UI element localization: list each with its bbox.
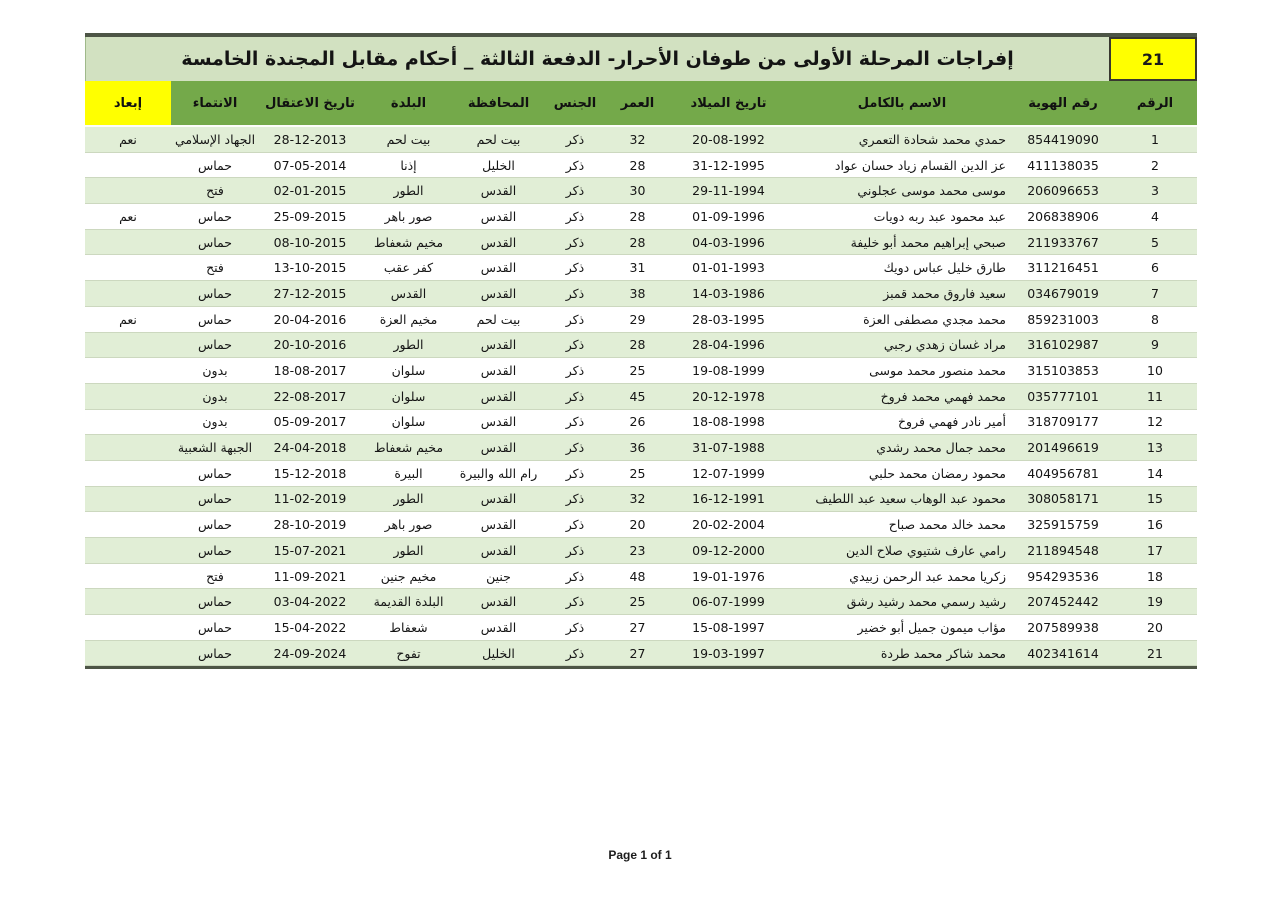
cell-gender: ذكر [565,542,585,558]
cell-governorate: القدس [480,285,517,301]
cell-id-number: 315103853 [1027,363,1099,379]
cell-governorate: القدس [480,388,517,404]
cell-row-number: 5 [1151,234,1159,250]
table-row [85,589,1197,615]
table-row [85,563,1197,589]
table-row [85,306,1197,332]
cell-affiliation: حماس [197,542,233,558]
cell-arrest-date: 25-09-2015 [273,208,347,224]
table-row [85,255,1197,281]
cell-affiliation: حماس [197,285,233,301]
cell-id-number: 854419090 [1027,131,1099,147]
cell-birth-date: 15-08-1997 [692,619,765,635]
cell-governorate: القدس [480,234,517,250]
cell-affiliation: حماس [197,491,233,507]
cell-full-name: رشيد رسمي محمد رشيد رشق [846,594,1006,610]
table-row [85,178,1197,204]
cell-gender: ذكر [565,337,585,353]
table-header-row [85,81,1197,126]
cell-full-name: طارق خليل عباس دويك [883,260,1006,276]
table-row [85,615,1197,641]
cell-gender: ذكر [565,311,585,327]
cell-full-name: عز الدين القسام زياد حسان عواد [834,157,1006,173]
table-row [85,332,1197,358]
cell-birth-date: 19-01-1976 [692,568,765,584]
table-row [85,204,1197,230]
cell-birth-date: 20-08-1992 [692,131,765,147]
cell-deportation [85,589,171,615]
cell-town: كفر عقب [383,260,434,276]
cell-town: البلدة القديمة [373,594,444,610]
cell-row-number: 16 [1147,517,1163,533]
table-bottom-rule [85,666,1197,669]
column-header-age: العمر [609,81,666,126]
column-header-birth-date: تاريخ الميلاد [666,81,791,126]
cell-arrest-date: 20-10-2016 [273,337,347,353]
cell-age: 25 [629,465,646,481]
cell-birth-date: 12-07-1999 [692,465,765,481]
column-header-affiliation: الانتماء [171,81,259,126]
cell-town: مخيم العزة [379,311,438,327]
cell-row-number: 2 [1151,157,1159,173]
cell-deportation: نعم [119,208,137,224]
cell-row-number: 21 [1147,645,1163,661]
cell-town: سلوان [391,388,426,404]
cell-deportation [85,152,171,178]
cell-arrest-date: 18-08-2017 [273,363,347,379]
cell-town: الطور [393,183,424,199]
column-header-gender: الجنس [541,81,609,126]
cell-arrest-date: 13-10-2015 [273,260,347,276]
cell-affiliation: فتح [206,183,224,199]
cell-gender: ذكر [565,131,585,147]
cell-birth-date: 14-03-1986 [692,285,765,301]
cell-governorate: القدس [480,337,517,353]
cell-id-number: 207452442 [1027,594,1099,610]
cell-town: الطور [393,491,424,507]
table-row [85,435,1197,461]
cell-affiliation: حماس [197,311,233,327]
cell-gender: ذكر [565,491,585,507]
cell-arrest-date: 11-09-2021 [273,568,347,584]
cell-row-number: 13 [1147,440,1163,456]
cell-deportation [85,640,171,666]
cell-town: مخيم شعفاط [373,234,444,250]
cell-age: 32 [629,491,646,507]
table-row [85,538,1197,564]
cell-deportation [85,178,171,204]
cell-affiliation: حماس [197,517,233,533]
cell-arrest-date: 11-02-2019 [273,491,347,507]
cell-row-number: 6 [1151,260,1159,276]
cell-town: سلوان [391,363,426,379]
cell-birth-date: 31-07-1988 [692,440,765,456]
cell-deportation [85,229,171,255]
cell-age: 28 [629,234,646,250]
cell-age: 28 [629,157,646,173]
cell-affiliation: حماس [197,208,233,224]
cell-full-name: موسى محمد موسى عجلوني [857,183,1006,199]
cell-town: صور باهر [384,208,433,224]
column-header-governorate: المحافظة [456,81,541,126]
cell-governorate: جنين [486,568,511,584]
cell-age: 27 [629,619,646,635]
cell-governorate: بيت لحم [476,311,521,327]
cell-governorate: القدس [480,208,517,224]
cell-age: 23 [629,542,646,558]
cell-town: القدس [390,285,427,301]
cell-row-number: 12 [1147,414,1163,430]
cell-deportation [85,409,171,435]
cell-governorate: القدس [480,440,517,456]
cell-full-name: محمد شاكر محمد طردة [880,645,1006,661]
cell-arrest-date: 24-09-2024 [273,645,347,661]
cell-age: 28 [629,208,646,224]
count-badge: 21 [1109,37,1197,81]
cell-arrest-date: 05-09-2017 [273,414,347,430]
cell-row-number: 3 [1151,183,1159,199]
cell-age: 20 [629,517,646,533]
cell-row-number: 11 [1147,388,1163,404]
table-row [85,512,1197,538]
cell-arrest-date: 08-10-2015 [273,234,347,250]
cell-birth-date: 29-11-1994 [692,183,765,199]
cell-affiliation: الجبهة الشعبية [177,440,253,456]
cell-arrest-date: 15-04-2022 [273,619,347,635]
cell-gender: ذكر [565,183,585,199]
cell-arrest-date: 03-04-2022 [273,594,347,610]
cell-full-name: صبحي إبراهيم محمد أبو خليفة [850,234,1006,250]
cell-affiliation: بدون [202,414,228,430]
cell-age: 30 [629,183,646,199]
cell-id-number: 206096653 [1027,183,1099,199]
cell-town: مخيم شعفاط [373,440,444,456]
column-header-arrest-date: تاريخ الاعتقال [259,81,361,126]
cell-arrest-date: 28-10-2019 [273,517,347,533]
cell-id-number: 316102987 [1027,337,1099,353]
cell-row-number: 4 [1151,208,1159,224]
cell-affiliation: فتح [206,568,224,584]
cell-deportation [85,460,171,486]
cell-id-number: 954293536 [1027,568,1099,584]
cell-deportation [85,538,171,564]
cell-town: الطور [393,337,424,353]
cell-gender: ذكر [565,208,585,224]
cell-birth-date: 20-12-1978 [692,388,765,404]
cell-town: صور باهر [384,517,433,533]
cell-arrest-date: 02-01-2015 [273,183,347,199]
cell-full-name: محمد خالد محمد صباح [888,517,1006,533]
cell-arrest-date: 15-07-2021 [273,542,347,558]
cell-deportation: نعم [119,131,137,147]
cell-id-number: 325915759 [1027,517,1099,533]
cell-id-number: 211933767 [1027,234,1099,250]
cell-birth-date: 01-09-1996 [692,208,765,224]
cell-deportation [85,281,171,307]
cell-row-number: 19 [1147,594,1163,610]
cell-governorate: القدس [480,517,517,533]
table-row [85,126,1197,152]
cell-age: 29 [629,311,646,327]
cell-arrest-date: 27-12-2015 [273,285,347,301]
cell-row-number: 18 [1147,568,1163,584]
table-row [85,358,1197,384]
cell-birth-date: 04-03-1996 [692,234,765,250]
cell-town: سلوان [391,414,426,430]
cell-birth-date: 20-02-2004 [692,517,765,533]
cell-deportation [85,486,171,512]
release-table [85,81,1197,666]
cell-governorate: الخليل [482,157,515,173]
cell-age: 48 [629,568,646,584]
cell-affiliation: فتح [206,260,224,276]
cell-full-name: أمير نادر فهمي فروخ [897,414,1006,430]
cell-age: 25 [629,363,646,379]
table-row [85,281,1197,307]
cell-deportation [85,255,171,281]
cell-row-number: 14 [1147,465,1163,481]
cell-birth-date: 06-07-1999 [692,594,765,610]
cell-id-number: 402341614 [1027,645,1099,661]
cell-gender: ذكر [565,619,585,635]
cell-governorate: القدس [480,542,517,558]
cell-governorate: القدس [480,363,517,379]
cell-id-number: 034679019 [1027,285,1099,301]
cell-id-number: 404956781 [1027,465,1099,481]
title-bar [85,33,1197,81]
cell-id-number: 311216451 [1027,260,1099,276]
cell-arrest-date: 24-04-2018 [273,440,347,456]
cell-full-name: مؤاب ميمون جميل أبو خضير [857,619,1006,635]
cell-governorate: القدس [480,260,517,276]
cell-governorate: رام الله والبيرة [459,465,538,481]
cell-affiliation: بدون [202,388,228,404]
cell-governorate: بيت لحم [476,131,521,147]
page-title: إفراجات المرحلة الأولى من طوفان الأحرار- الدفعة الثالثة _ أحكام مقابل المجندة الخامسة [85,37,1109,81]
cell-town: الطور [393,542,424,558]
cell-arrest-date: 07-05-2014 [273,157,347,173]
cell-full-name: سعيد فاروق محمد قمبز [883,285,1006,301]
cell-full-name: محمد مجدي مصطفى العزة [863,311,1006,327]
cell-governorate: القدس [480,594,517,610]
table-row [85,383,1197,409]
cell-town: بيت لحم [386,131,431,147]
cell-arrest-date: 20-04-2016 [273,311,347,327]
cell-row-number: 10 [1147,363,1163,379]
cell-gender: ذكر [565,234,585,250]
cell-deportation [85,435,171,461]
cell-birth-date: 18-08-1998 [692,414,765,430]
cell-full-name: محمود عبد الوهاب سعيد عبد اللطيف [815,491,1006,507]
cell-id-number: 206838906 [1027,208,1099,224]
cell-gender: ذكر [565,414,585,430]
cell-full-name: زكريا محمد عبد الرحمن زبيدي [849,568,1006,584]
cell-row-number: 1 [1151,131,1159,147]
column-header-row-number: الرقم [1113,81,1197,126]
cell-governorate: الخليل [482,645,515,661]
cell-birth-date: 19-03-1997 [692,645,765,661]
column-header-town: البلدة [361,81,456,126]
cell-row-number: 17 [1147,542,1163,558]
footer-page-number: Page 1 of 1 [608,848,672,862]
cell-deportation [85,615,171,641]
cell-gender: ذكر [565,260,585,276]
cell-full-name: محمد فهمي محمد فروخ [880,388,1006,404]
cell-row-number: 8 [1151,311,1159,327]
table-row [85,229,1197,255]
cell-gender: ذكر [565,157,585,173]
cell-affiliation: حماس [197,594,233,610]
cell-age: 36 [629,440,646,456]
cell-birth-date: 19-08-1999 [692,363,765,379]
cell-affiliation: بدون [202,363,228,379]
cell-birth-date: 09-12-2000 [692,542,765,558]
cell-id-number: 308058171 [1027,491,1099,507]
cell-governorate: القدس [480,619,517,635]
cell-governorate: القدس [480,491,517,507]
cell-id-number: 411138035 [1027,157,1099,173]
cell-birth-date: 01-01-1993 [692,260,765,276]
cell-id-number: 207589938 [1027,619,1099,635]
cell-full-name: رامي عارف شتيوي صلاح الدين [845,542,1006,558]
cell-deportation [85,358,171,384]
cell-age: 28 [629,337,646,353]
column-header-deportation: إبعاد [85,81,171,126]
cell-affiliation: حماس [197,234,233,250]
cell-id-number: 035777101 [1027,388,1099,404]
table-row [85,152,1197,178]
cell-birth-date: 16-12-1991 [692,491,765,507]
cell-affiliation: حماس [197,337,233,353]
cell-arrest-date: 28-12-2013 [273,131,347,147]
cell-full-name: محمود رمضان محمد حلبي [868,465,1006,481]
cell-birth-date: 28-03-1995 [692,311,765,327]
document-table [85,33,1197,669]
cell-town: شعفاط [389,619,428,635]
cell-town: إذنا [400,157,417,173]
cell-age: 26 [629,414,646,430]
cell-full-name: حمدي محمد شحادة التعمري [858,131,1006,147]
cell-full-name: محمد منصور محمد موسى [869,363,1006,379]
cell-full-name: محمد جمال محمد رشدي [876,440,1006,456]
cell-town: تفوح [396,645,421,661]
cell-id-number: 211894548 [1027,542,1099,558]
cell-id-number: 859231003 [1027,311,1099,327]
cell-gender: ذكر [565,465,585,481]
cell-town: مخيم جنين [380,568,437,584]
cell-age: 31 [629,260,646,276]
cell-birth-date: 31-12-1995 [692,157,765,173]
cell-arrest-date: 22-08-2017 [273,388,347,404]
table-row [85,486,1197,512]
cell-age: 45 [629,388,646,404]
cell-row-number: 20 [1147,619,1163,635]
column-header-id-number: رقم الهوية [1013,81,1113,126]
table-row [85,409,1197,435]
cell-row-number: 15 [1147,491,1163,507]
cell-town: البيرة [394,465,423,481]
cell-gender: ذكر [565,363,585,379]
cell-arrest-date: 15-12-2018 [273,465,347,481]
cell-deportation [85,563,171,589]
cell-governorate: القدس [480,183,517,199]
cell-deportation [85,512,171,538]
cell-affiliation: حماس [197,465,233,481]
cell-governorate: القدس [480,414,517,430]
cell-age: 27 [629,645,646,661]
cell-age: 38 [629,285,646,301]
cell-gender: ذكر [565,568,585,584]
cell-deportation [85,383,171,409]
cell-row-number: 9 [1151,337,1159,353]
column-header-full-name: الاسم بالكامل [791,81,1013,126]
cell-deportation: نعم [119,311,137,327]
table-row [85,460,1197,486]
cell-gender: ذكر [565,517,585,533]
cell-id-number: 201496619 [1027,440,1099,456]
cell-row-number: 7 [1151,285,1159,301]
cell-id-number: 318709177 [1027,414,1099,430]
cell-affiliation: حماس [197,157,233,173]
cell-gender: ذكر [565,645,585,661]
cell-deportation [85,332,171,358]
cell-full-name: عبد محمود عبد ربه دويات [873,208,1006,224]
cell-age: 32 [629,131,646,147]
cell-gender: ذكر [565,440,585,456]
table-row [85,640,1197,666]
cell-affiliation: الجهاد الإسلامي [174,131,256,147]
cell-birth-date: 28-04-1996 [692,337,765,353]
cell-age: 25 [629,594,646,610]
cell-affiliation: حماس [197,645,233,661]
cell-gender: ذكر [565,285,585,301]
cell-full-name: مراد غسان زهدي رجبي [883,337,1006,353]
cell-gender: ذكر [565,594,585,610]
cell-affiliation: حماس [197,619,233,635]
cell-gender: ذكر [565,388,585,404]
